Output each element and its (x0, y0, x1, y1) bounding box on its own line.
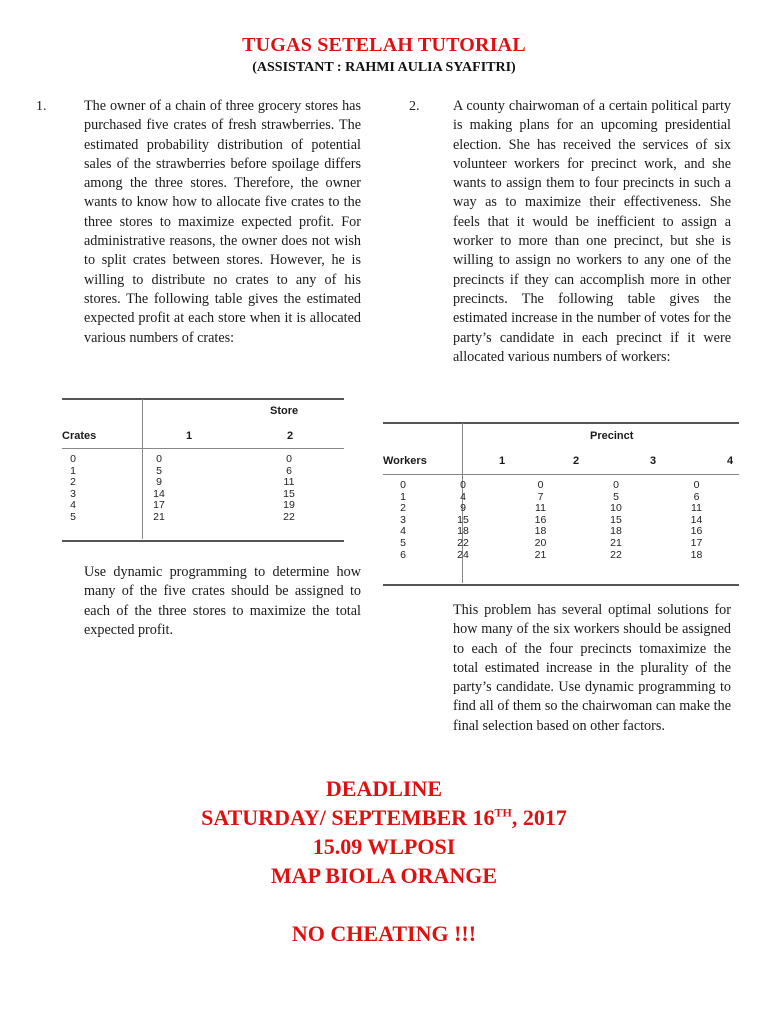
table-1-body (62, 454, 344, 524)
deadline-label: DEADLINE (325, 776, 443, 801)
table-cell: 11 (535, 502, 546, 515)
table-cell: 15 (610, 513, 622, 526)
table-row (383, 526, 739, 538)
table-cell: 16 (534, 513, 547, 526)
deadline-location: MAP BIOLA ORANGE (270, 863, 498, 888)
table-cell: 6 (693, 490, 700, 503)
table-cell: 11 (691, 502, 702, 515)
row-label-cell: 4 (400, 525, 406, 538)
no-cheating-warning: NO CHEATING !!! (291, 921, 477, 946)
deadline-date (0, 805, 768, 831)
table-row (62, 500, 344, 512)
table-cell: 0 (537, 479, 544, 491)
table-2-bottom-rule (383, 584, 739, 586)
table-row (62, 454, 344, 466)
table-row (383, 515, 739, 527)
row-label-cell: 0 (400, 479, 406, 491)
table-cell: 22 (610, 548, 622, 561)
deadline-date-sup: TH (494, 805, 512, 820)
table-cell: 9 (156, 476, 162, 489)
row-label-cell: 0 (70, 453, 76, 465)
table-cell: 21 (534, 548, 547, 561)
table-cell: 10 (610, 502, 622, 515)
row-label-cell: 5 (70, 510, 76, 523)
table-cell: 21 (153, 510, 165, 523)
row-label-cell: 2 (70, 476, 76, 489)
table-cell: 5 (156, 464, 162, 477)
table-2-header-rule (383, 474, 739, 475)
table-cell: 19 (283, 499, 295, 512)
table-cell: 18 (457, 525, 469, 538)
table-row (383, 492, 739, 504)
problem-1-number: 1. (36, 99, 47, 114)
table-row (383, 480, 739, 492)
table-row (62, 489, 344, 501)
table-cell: 22 (457, 536, 469, 549)
table-1-row-header: Crates (62, 430, 97, 442)
deadline-date-prefix: SATURDAY/ SEPTEMBER 16 (201, 805, 495, 830)
problem-2-question: This problem has several optimal solutions for how many of the six workers should be assigned to each of the four precincts tomaximize the total estimated increase in the plurality of the party’s candidate. Use dynamic programming to find all of them so the chairwoman can make the final selection based on other factors. (453, 602, 731, 734)
table-cell: 22 (283, 510, 295, 523)
row-label-cell: 4 (70, 499, 76, 512)
table-2-col-header: 2 (573, 455, 580, 467)
table-cell: 14 (153, 487, 165, 500)
table-row (383, 538, 739, 550)
row-label-cell: 2 (400, 502, 406, 515)
document-title: TUGAS SETELAH TUTORIAL (242, 34, 526, 56)
table-2-body (383, 480, 739, 561)
table-1-col-header: 2 (287, 430, 294, 442)
table-cell: 18 (534, 525, 547, 538)
row-label-cell: 1 (70, 464, 76, 477)
table-cell: 11 (283, 476, 295, 489)
problem-1-question: Use dynamic programming to determine how many of the five crates should be assigned to each of the three stores to maximize the total expected profit. (84, 564, 361, 638)
table-cell: 4 (460, 490, 466, 503)
problem-2-text: A county chairwoman of a certain political party is making plans for an upcoming presidential election. She has received the services of six volunteer workers for precinct work, and she wants to assign them to four precincts in such a way as to maximize their effectiveness. She feels that it would be inefficient to assign a worker to more than one precinct, but she is willing to assign no workers to any one of the precincts if they can accomplish more in other precincts. The following table gives the estimated increase in the number of votes for the party’s candidate in each precinct if it were allocated various numbers of workers: (453, 98, 731, 365)
problem-2-number: 2. (409, 99, 420, 114)
table-cell: 7 (537, 490, 544, 503)
table-cell: 18 (690, 548, 703, 561)
table-row (62, 477, 344, 489)
table-cell: 9 (460, 502, 466, 515)
table-cell: 16 (690, 525, 703, 538)
table-cell: 0 (613, 479, 619, 491)
table-cell: 20 (534, 536, 547, 549)
table-cell: 17 (690, 536, 703, 549)
document-subtitle: (ASSISTANT : RAHMI AULIA SYAFITRI) (252, 60, 516, 75)
deadline-date-suffix: , 2017 (511, 805, 567, 830)
table-1-col-header: 1 (186, 430, 193, 442)
table-cell: 15 (283, 487, 295, 500)
table-1-header-rule (62, 448, 344, 449)
row-label-cell: 3 (70, 487, 76, 500)
table-cell: 14 (690, 513, 703, 526)
row-label-cell: 1 (400, 490, 406, 503)
table-2-col-header: 4 (727, 455, 734, 467)
deadline-time: 15.09 WLPOSI (312, 834, 456, 859)
table-cell: 15 (457, 513, 469, 526)
table-1-bottom-rule (62, 540, 344, 542)
table-cell: 21 (610, 536, 622, 549)
table-2-col-header: 3 (650, 455, 657, 467)
table-row (383, 503, 739, 515)
table-row (62, 512, 344, 524)
table-2-col-header: 1 (499, 455, 506, 467)
table-cell: 24 (457, 548, 469, 561)
table-cell: 6 (286, 464, 292, 477)
row-label-cell: 6 (400, 548, 406, 561)
row-label-cell: 5 (400, 536, 406, 549)
table-2-group-header: Precinct (590, 430, 634, 442)
row-label-cell: 3 (400, 513, 406, 526)
table-cell: 0 (286, 453, 292, 465)
table-row (383, 550, 739, 562)
table-2-row-header: Workers (383, 455, 427, 467)
table-cell: 0 (156, 453, 162, 465)
table-cell: 0 (693, 479, 700, 491)
table-row (62, 466, 344, 478)
table-1-top-rule (62, 398, 344, 400)
table-cell: 0 (460, 479, 466, 491)
table-cell: 17 (153, 499, 165, 512)
problem-1-text: The owner of a chain of three grocery stores has purchased five crates of fresh strawberries. The estimated probability distribution of potential sales of the strawberries before spoilage differs among the three stores. Therefore, the owner wants to know how to allocate five crates to the three stores to maximize expected profit. For administrative reasons, the owner does not wish to split crates between stores. However, he is willing to distribute no crates to any of his stores. The following table gives the estimated expected profit at each store when it is allocated various numbers of crates: (84, 98, 361, 346)
table-cell: 18 (610, 525, 622, 538)
table-1-group-header: Store (270, 405, 299, 417)
table-cell: 5 (613, 490, 619, 503)
table-2-top-rule (383, 422, 739, 424)
